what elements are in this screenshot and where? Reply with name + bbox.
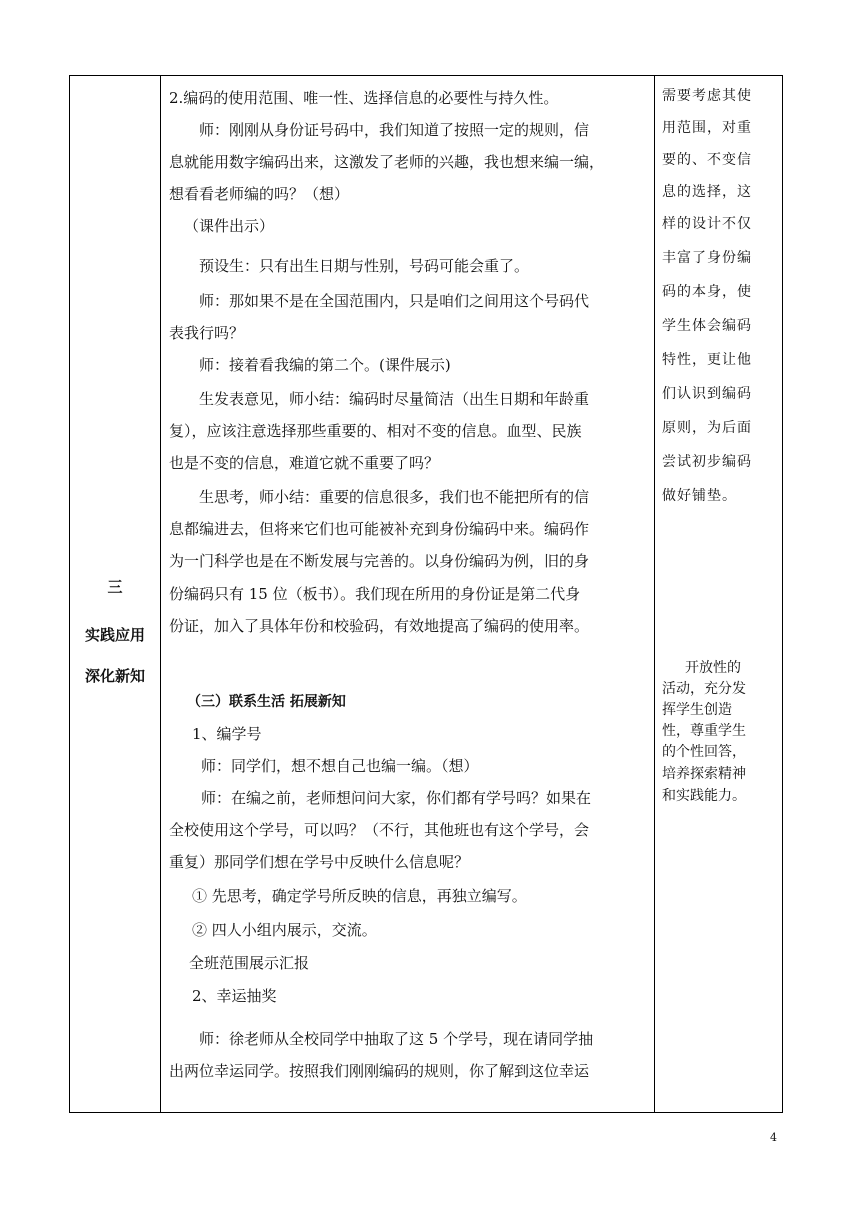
subsection-title: 2、幸运抽奖 — [192, 987, 277, 1005]
stage-title-line2: 深化新知 — [84, 667, 145, 685]
text-line: 师：那如果不是在全国范围内，只是咱们之间用这个号码代 — [199, 292, 590, 310]
lesson-table — [69, 75, 783, 1113]
design-intent-column — [654, 76, 783, 1112]
note-line: 做好铺垫。 — [662, 488, 737, 504]
text-line: 为一门科学也是在不断发展与完善的。以身份编码为例，旧的身 — [169, 552, 590, 570]
text-line: 师：刚刚从身份证号码中，我们知道了按照一定的规则，信 — [199, 121, 590, 139]
note-line: 息的选择，这 — [662, 184, 752, 200]
note-line: 码的本身，使 — [662, 284, 752, 300]
note-line: 要的、不变信 — [662, 152, 752, 168]
page-number: 4 — [770, 1131, 777, 1144]
text-line: 息都编进去，但将来它们也可能被补充到身份编码中来。编码作 — [169, 520, 590, 538]
text-line: 全班范围展示汇报 — [189, 954, 310, 972]
text-line: 表我行吗？ — [169, 324, 245, 342]
text-line: 息就能用数字编码出来，这激发了老师的兴趣，我也想来编一编， — [169, 153, 605, 171]
text-line: 师：徐老师从全校同学中抽取了这 5 个学号，现在请同学抽 — [199, 1030, 594, 1048]
subsection-title: 1、编学号 — [192, 725, 262, 743]
note-line: 特性，更让他 — [662, 352, 752, 368]
note-line: 挥学生创造 — [662, 702, 732, 718]
note-line: 学生体会编码 — [662, 318, 752, 334]
text-line: 全校使用这个学号，可以吗？（不行，其他班也有这个学号，会 — [169, 821, 590, 839]
note-line: 性，尊重学生 — [662, 723, 746, 739]
text-line: 份编码只有 15 位（板书）。我们现在所用的身份证是第二代身 — [169, 585, 581, 603]
list-item: ② 四人小组内展示，交流。 — [192, 921, 377, 939]
note-line: 样的设计不仅 — [662, 216, 752, 232]
text-line: 重复）那同学们想在学号中反映什么信息呢？ — [169, 853, 470, 871]
note-line: 们认识到编码 — [662, 386, 752, 402]
text-line: 预设生：只有出生日期与性别，号码可能会重了。 — [199, 257, 530, 275]
text-line: 生发表意见，师小结：编码时尽量简洁（出生日期和年龄重 — [199, 390, 590, 408]
section-heading: （三）联系生活 拓展新知 — [187, 694, 346, 710]
text-line: 师：同学们，想不想自己也编一编。（想） — [201, 757, 479, 775]
note-line: 丰富了身份编 — [662, 250, 752, 266]
text-line: 2.编码的使用范围、唯一性、选择信息的必要性与持久性。 — [169, 89, 559, 107]
text-line: 师：在编之前，老师想问问大家，你们都有学号吗？如果在 — [201, 789, 592, 807]
text-line: 份证，加入了具体年份和校验码，有效地提高了编码的使用率。 — [169, 617, 590, 635]
note-line: 培养探索精神 — [662, 766, 746, 782]
note-line: 和实践能力。 — [662, 788, 746, 804]
stage-column — [70, 76, 160, 1112]
teaching-process-column — [160, 76, 654, 1112]
note-line: 需要考虑其使 — [662, 88, 752, 104]
text-line: 出两位幸运同学。按照我们刚刚编码的规则，你了解到这位幸运 — [169, 1062, 590, 1080]
stage-number: 三 — [107, 578, 123, 596]
text-line: 生思考，师小结：重要的信息很多，我们也不能把所有的信 — [199, 488, 590, 506]
text-line: 复），应该注意选择那些重要的、相对不变的信息。血型、民族 — [169, 422, 582, 440]
list-item: ① 先思考，确定学号所反映的信息，再独立编写。 — [192, 887, 527, 905]
note-line: 的个性回答， — [662, 744, 746, 760]
note-line: 尝试初步编码 — [662, 454, 752, 470]
text-line: （课件出示） — [184, 217, 275, 235]
note-line: 用范围，对重 — [662, 120, 752, 136]
stage-title-line1: 实践应用 — [84, 626, 145, 644]
note-line: 开放性的 — [685, 660, 741, 676]
text-line: 师：接着看我编的第二个。(课件展示) — [199, 356, 451, 374]
note-line: 活动，充分发 — [662, 681, 746, 697]
text-line: 也是不变的信息，难道它就不重要了吗？ — [169, 454, 440, 472]
note-line: 原则，为后面 — [662, 420, 752, 436]
text-line: 想看看老师编的吗？（想） — [169, 185, 350, 203]
